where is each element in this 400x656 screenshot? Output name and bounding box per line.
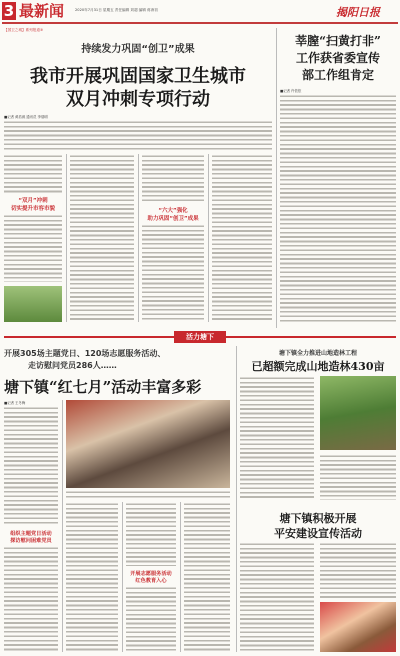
festival-col-4-text — [184, 502, 230, 652]
lead-col-3-text-top — [142, 154, 204, 202]
festival-headline: 塘下镇“红七月”活动丰富多彩 — [4, 378, 202, 396]
forest-article — [240, 346, 396, 506]
festival-col-3 — [126, 502, 176, 652]
sidebar-heading-2: 切实提升市容市貌 — [10, 206, 55, 212]
lead-subtitle: 持续发力巩固“创卫”成果 — [81, 44, 195, 55]
lead-col-2-text — [70, 154, 134, 322]
right-headline-line1: 莘膣“扫黄打非” — [295, 34, 381, 48]
section-bar — [4, 330, 396, 344]
forest-text-right — [320, 454, 396, 500]
lead-col-4-text — [212, 154, 272, 322]
sidebar-photo — [4, 286, 62, 322]
sidebar-text-bottom — [4, 214, 62, 282]
festival-subhead-2-line2: 红色教育入心 — [135, 578, 167, 584]
newspaper-logo: 揭阳日报 — [336, 6, 380, 19]
section-title: 最新闻 — [19, 2, 65, 20]
safety-headline-line1: 塘下镇积极开展 — [279, 512, 357, 525]
festival-byline: ■记者 王冬梅 — [4, 401, 26, 405]
safety-headline-line2: 平安建设宣传活动 — [274, 527, 362, 540]
festival-col-2-text — [66, 502, 118, 652]
sidebar-heading-1: “双月”冲刺 — [18, 198, 48, 204]
right-headline-line3: 部工作组肯定 — [301, 68, 374, 82]
right-text — [280, 94, 396, 324]
festival-col-1-text-bottom — [4, 546, 58, 652]
forest-photo — [320, 376, 396, 450]
festival-subhead-2-line1: 开展志愿服务活动 — [130, 571, 172, 577]
section-heading-2: 助力巩固“创卫”成果 — [147, 216, 199, 222]
lead-intro-text — [4, 120, 272, 150]
section-heading-1: “六大”强化 — [158, 208, 188, 214]
lead-col-3-text-bottom — [142, 224, 204, 322]
festival-caption — [66, 490, 230, 498]
section-bar-label: 活力塘下 — [174, 331, 226, 343]
lead-headline-line1: 我市开展巩固国家卫生城市 — [30, 66, 246, 87]
festival-subtitle-2: 走访慰问党员286人…… — [28, 361, 117, 370]
right-headline-line2: 工作获省委宣传 — [295, 51, 380, 65]
festival-subhead-1-line1: 组织主题党日活动 — [10, 531, 52, 537]
kicker: 【国卫之城】系列报道③ — [4, 28, 44, 32]
festival-col-1-text-top — [4, 406, 58, 526]
lead-col-3 — [142, 154, 204, 322]
right-byline: ■记者 许依依 — [280, 89, 302, 93]
festival-subhead-1-line2: 探访慰问困难党员 — [10, 538, 52, 544]
festival-col-3-text-bottom — [126, 586, 176, 652]
festival-article — [4, 346, 232, 652]
sidebar-text-top — [4, 154, 62, 194]
forest-text-left — [240, 376, 314, 500]
masthead-rule — [2, 22, 398, 24]
date-line: 2020年7月31日 星期五 责任编辑 刘超 编辑 蒋涛初 — [75, 8, 158, 12]
lead-byline: ■记者 黄浩威 通讯员 李瑞明 — [4, 115, 48, 119]
festival-subtitle-1: 开展305场主题党日、120场志愿服务活动、 — [4, 349, 166, 358]
forest-headline: 已超额完成山地造林430亩 — [251, 360, 385, 373]
lead-headline-line2: 双月冲刺专项行动 — [66, 89, 210, 110]
safety-article — [240, 508, 396, 652]
festival-col-1 — [4, 400, 58, 652]
safety-text-left — [240, 542, 314, 652]
lead-article — [4, 28, 272, 328]
safety-text-right-top — [320, 542, 396, 598]
festival-col-3-text-top — [126, 502, 176, 566]
forest-subtitle: 塘下镇全力推进山地造林工程 — [278, 350, 357, 357]
right-article — [280, 28, 396, 328]
safety-photo — [320, 602, 396, 652]
festival-photo — [66, 400, 230, 488]
masthead — [0, 0, 400, 26]
lead-sidebar — [4, 154, 62, 322]
page-number-box: 3 — [3, 2, 15, 20]
